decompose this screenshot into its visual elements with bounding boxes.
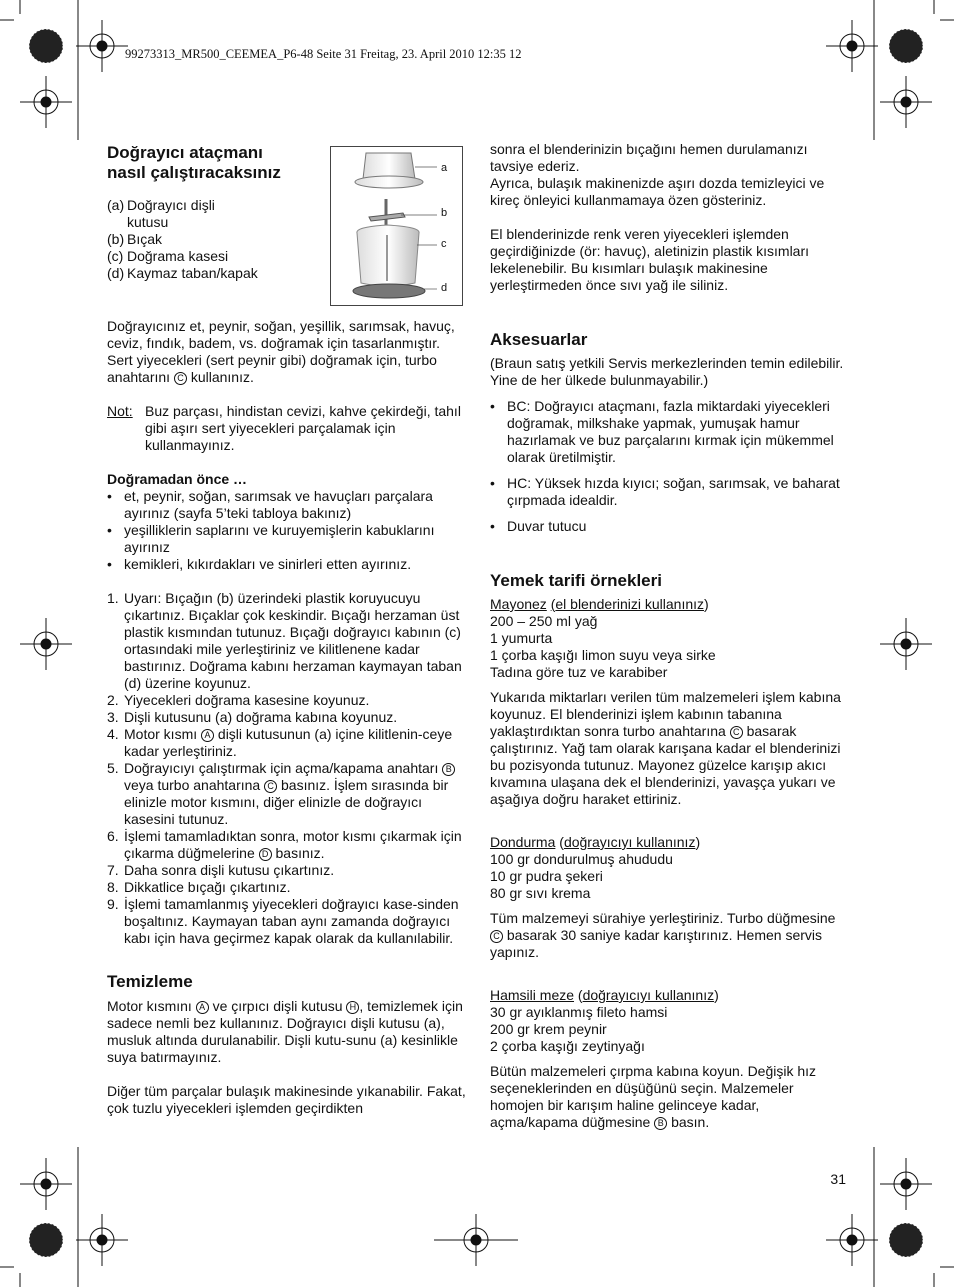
list-item: 7. Daha sonra dişli kutusu çıkartınız. (107, 862, 335, 878)
cleaning-paragraph: Motor kısmını A ve çırpıcı dişli kutusu H , temizlemek için sadece nemli bez kullanınız. Doğrayıcı dişli kutusu (a), musluk altında durulanabilir. Dişli kutu-sunu (a) kesinlikle suya batırmayınız. (107, 998, 463, 1065)
list-item: • BC: Doğrayıcı ataçmanı, fazla miktardaki yiyecekleri doğramak, milkshake yapmak, yumuşak hamur hazırlamak ve buz parçalarını kırmak için mükemmel olarak üretilmiştir. (490, 398, 834, 465)
color-target-icon (889, 1223, 923, 1257)
steps-list (107, 590, 467, 947)
list-item: 5. Doğrayıcıyı çalıştırmak için açma/kapama anahtarı B veya turbo anahtarına C basınız. İşlem sırasında bir elinizle motor kısmını, diğer elinizle de doğrayıcı kasesini tutunuz. (107, 760, 467, 828)
registration-mark-icon (880, 76, 932, 128)
registration-mark-icon (20, 618, 72, 670)
ingredient: 1 yumurta (490, 630, 553, 646)
section-title-recipes: Yemek tarifi örnekleri (490, 571, 662, 590)
list-item: 6. İşlemi tamamladıktan sonra, motor kısmı çıkarmak için çıkarma düğmelerine D basınız. (107, 828, 462, 861)
registration-mark-icon (434, 1214, 518, 1266)
list-item: (c) Doğrama kasesi (107, 248, 229, 264)
ingredient: 30 gr ayıklanmış fileto hamsi (490, 1004, 668, 1020)
color-target-icon (29, 29, 63, 63)
recipe-title: Hamsili meze (doğrayıcıyı kullanınız) (490, 987, 719, 1003)
figure-label: d (441, 282, 448, 294)
ingredient: 1 çorba kaşığı limon suyu veya sirke (490, 647, 716, 663)
list-item: 8. Dikkatlice bıçağı çıkartınız. (107, 879, 291, 895)
registration-mark-icon (826, 1214, 878, 1266)
section-title-chopper: Doğrayıcı ataçmanı nasıl çalıştıracaksınız (107, 143, 281, 182)
note: Not: Buz parçası, hindistan cevizi, kahve çekirdeği, tahıl gibi aşırı sert yiyecekleri parçalamak için kullanmayınız. (107, 403, 461, 453)
ingredient: 200 gr krem peynir (490, 1021, 607, 1037)
registration-mark-icon (20, 1158, 72, 1210)
list-item: • yeşilliklerin saplarını ve kuruyemişlerin kabuklarını ayırınız (107, 522, 435, 555)
recipe-method: Bütün malzemeleri çırpma kabına koyun. Değişik hız seçeneklerinden en düşüğünü seçin. Malzemeler homojen bir karışım haline gelinceye kadar, açma/kapama düğmesine B basın. (490, 1063, 817, 1130)
recipe-method: Tüm malzemeyi sürahiye yerleştiriniz. Turbo düğmesine C basarak 30 saniye kadar karıştırınız. Hemen servis yapınız. (490, 910, 836, 960)
figure-label: c (441, 238, 447, 250)
ingredient: 200 – 250 ml yağ (490, 613, 598, 629)
registration-mark-icon (20, 76, 72, 128)
ingredient: 10 gr pudra şekeri (490, 868, 603, 884)
figure-label: a (441, 162, 448, 174)
paragraph: El blenderinizde renk veren yiyecekleri işlemden geçirdiğinizde (ör: havuç), aletinizin plastik kısımları lekelenebilir. Bu kısımları bulaşık makinesine yerleştirmeden önce sıvı yağ ile siliniz. (490, 226, 810, 293)
list-item: 4. Motor kısmı A dişli kutusunun (a) içine kilitlenin-ceye kadar yerleştiriniz. (107, 726, 453, 759)
recipe-title: Mayonez (el blenderinizi kullanınız) (490, 596, 709, 612)
recipe-title: Dondurma (doğrayıcıyı kullanınız) (490, 834, 701, 850)
registration-mark-icon (826, 20, 878, 72)
chopper-illustration (330, 146, 463, 306)
list-item: (b) Bıçak (107, 231, 163, 247)
cleaning-paragraph: Diğer tüm parçalar bulaşık makinesinde yıkanabilir. Fakat, çok tuzlu yiyecekleri işlemden geçirdikten (107, 1083, 466, 1116)
list-item: • et, peynir, soğan, sarımsak ve havuçları parçalara ayırınız (sayfa 5’teki tabloya bakınız) (107, 488, 433, 521)
before-title: Doğramadan önce … (107, 471, 248, 487)
list-item: • Duvar tutucu (490, 518, 587, 534)
right-column (490, 141, 850, 1131)
color-target-icon (29, 1223, 63, 1257)
list-item: • HC: Yüksek hızda kıyıcı; soğan, sarımsak, ve baharat çırpmada idealdir. (490, 475, 840, 508)
list-item: 1. Uyarı: Bıçağın (b) üzerindeki plastik koruyucuyu çıkartınız. Bıçaklar çok keskindir. Bıçağı herzaman üst plastik kısmından tutunuz. Bıçağı doğrayıcı kabının (c) ortasındaki mile yerleştiriniz ve kilitlenene kadar bastırınız. Doğrama kabını herzaman kaymayan taban (d) üzerine koyunuz. (107, 590, 462, 691)
registration-mark-icon (880, 1158, 932, 1210)
print-header: 99273313_MR500_CEEMEA_P6-48 Seite 31 Freitag, 23. April 2010 12:35 12 (125, 47, 522, 61)
registration-mark-icon (76, 20, 128, 72)
list-item: 3. Dişli kutusunu (a) doğrama kabına koyunuz. (107, 709, 398, 725)
color-target-icon (889, 29, 923, 63)
ingredient: 80 gr sıvı krema (490, 885, 591, 901)
section-title-cleaning: Temizleme (107, 972, 193, 991)
paragraph: (Braun satış yetkili Servis merkezlerinden temin edilebilir. Yine de her ülkede bulunmayabilir.) (490, 355, 844, 388)
registration-mark-icon (880, 618, 932, 670)
list-item: (a) Doğrayıcı dişli kutusu (107, 197, 215, 230)
page-number: 31 (830, 1171, 846, 1187)
section-title-accessories: Aksesuarlar (490, 330, 588, 349)
list-item: (d) Kaymaz taban/kapak (107, 265, 258, 281)
recipe-method: Yukarıda miktarları verilen tüm malzemeleri işlem kabına koyunuz. El blenderinizi işlem kabının tabanına yaklaştırdıktan sonra turbo anahtarına C basarak çalıştırınız. Yağ tam olarak karışana kadar el blenderinizi bu pozisyonda tutunuz. Mayonez güzelce karışıp akıcı kıvamına ulaşana dek el blenderinizi, yavaşça yukarı ve aşağıya doğru haraket ettiriniz. (490, 689, 841, 807)
list-item: 2. Yiyecekleri doğrama kasesine koyunuz. (107, 692, 370, 708)
registration-mark-icon (76, 1214, 128, 1266)
list-item: • kemikleri, kıkırdakları ve sinirleri etten ayırınız. (107, 556, 412, 572)
paragraph: sonra el blenderinizin bıçağını hemen durulamanızı tavsiye ederiz. (490, 141, 808, 174)
list-item: 9. İşlemi tamamlanmış yiyecekleri doğrayıcı kase-sinden boşaltınız. Kaymayan taban aynı zamanda doğrayıcı kabı için hava geçirmez kapak olarak da kullanılabilir. (107, 896, 459, 946)
ingredient: 100 gr dondurulmuş ahududu (490, 851, 673, 867)
figure-label: b (441, 207, 448, 219)
ingredient: 2 çorba kaşığı zeytinyağı (490, 1038, 645, 1054)
parts-list (107, 197, 307, 282)
paragraph: Ayrıca, bulaşık makinenizde aşırı dozda temizleyici ve kireç önleyici kullanmamaya özen gösteriniz. (490, 175, 825, 208)
ingredient: Tadına göre tuz ve karabiber (490, 664, 668, 680)
intro-paragraph: Doğrayıcınız et, peynir, soğan, yeşillik, sarımsak, havuç, ceviz, fındık, badem, vs. doğramak için tasarlanmıştır. Sert yiyecekleri (sert peynir gibi) doğramak için, turbo anahtarını C kullanınız. (107, 318, 455, 385)
